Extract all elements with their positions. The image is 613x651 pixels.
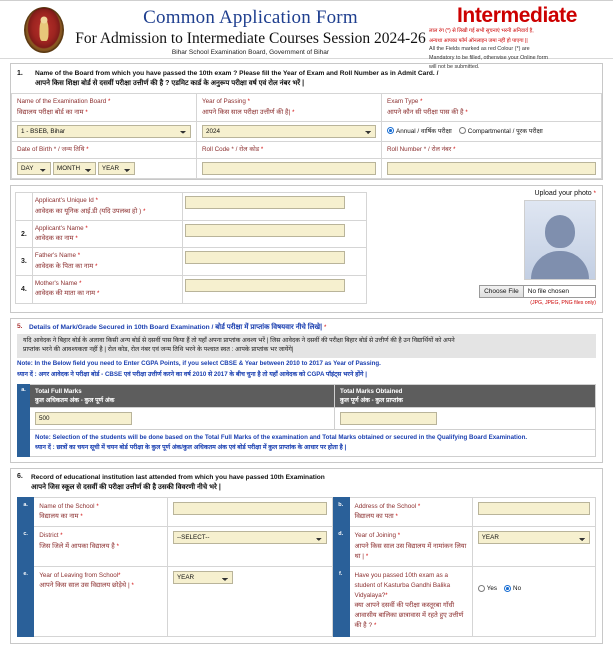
required-asterisk: * [77,253,81,260]
section-5-gray-note [17,334,596,358]
list-item [16,193,367,221]
examtype-label-en: Exam Type * [387,98,423,106]
examination-board-select[interactable] [17,125,191,138]
list-item [16,276,367,304]
kgbv-yes-radio[interactable] [478,585,485,592]
applicant-unique-id-label-en: Applicant's Unique Id * [34,197,98,205]
dob-selects-cell [12,159,197,179]
applicant-row-1-field [182,220,366,248]
required-asterisk: * [79,281,82,288]
dob-label-cell [12,141,197,158]
rollcode-label-cell [197,141,382,158]
exam-type-annual-label: Annual / वार्षिक परीक्षा [396,127,452,135]
school-name-label-cell [34,497,168,527]
marks-row-letter: a. [18,384,30,456]
applicant-row-2-label [32,248,182,276]
mandatory-note-hindi-1: लाल रंग (*) से लिखी गई सभी सूचनाएं भरनी अनिवार्य है, [429,28,534,34]
kgbv-no-label: No [513,585,522,593]
dob-day-select[interactable] [17,162,51,175]
total-full-marks-header-hi: कुल अधिकतम अंक - कुल पूर्ण अंक [35,397,115,405]
applicant-row-1-label [32,220,182,248]
district-field-cell [167,527,332,567]
applicant-row-0-field [182,193,366,221]
examtype-label-hi: आपने कौन सी परीक्षा पास की है * [387,108,468,116]
section-5-title-hi: बोर्ड परीक्षा में प्राप्तांक विषयवार नीचे लिखे| [215,324,323,332]
required-asterisk: * [85,225,88,232]
school-address-field-cell [472,497,595,527]
applicant-fields-cell [11,186,371,312]
section-1-question-hi: आपने किस शिक्षा बोर्ड से दसवीं परीक्षा उत्तीर्ण की है ? एडमिट कार्ड के अनुरूप परीक्षा वर्ष एवं रोल नंबर भरें | [35,79,305,87]
section-6-title-hi: आपने जिस स्कूल से दसवीं की परीक्षा उत्तीर्ण की है उसकी विवरणी नीचे भरे | [31,484,221,492]
required-asterisk: * [96,291,100,298]
required-asterisk: * [365,553,369,560]
applicant-rows [15,192,367,303]
choose-file-button[interactable]: Choose File [480,286,524,297]
year-of-joining-select[interactable] [478,531,590,544]
course-level-badge: Intermediate [456,4,578,27]
applicant-row-0-number [16,193,33,221]
board-label-en: Name of the Examination Board * [17,98,111,106]
school-address-label-hi: विद्यालय का पता * [354,512,398,520]
emblem-figure-head [41,16,48,23]
section-1-question-en: Name of the Board from which you have passed the 10th exam ? Please fill the Year of Exam and Roll Number as in Admit Card. / [35,70,439,77]
total-marks-obtained-header-hi: कुल पूर्ण अंक - कुल प्राप्तांक [340,397,403,405]
table-row [12,94,602,122]
required-asterisk: * [143,208,146,215]
page-authority: Bihar School Examination Board, Government of Bihar [171,49,330,57]
school-address-input[interactable] [478,502,590,515]
marks-footer-note-hi: ध्यान दें : छात्रों का चयन सूची में चयन बोर्ड परीक्षा के कुल पूर्ण अंक/कुल अधिकतम अंक एवं बोर्ड परीक्षा में कुल प्राप्तांक के आधार पर होता है | [35,444,347,452]
exam-type-compartmental-label: Compartmental / पूरक परीक्षा [467,127,543,135]
kgbv-no-radio[interactable] [504,585,511,592]
list-item [16,220,367,248]
required-asterisk: * [465,109,468,116]
dob-label: Date of Birth * / जन्म तिथि * [17,145,89,153]
section-1-fields-table [11,93,602,179]
section-1-number: 1. [17,70,23,77]
required-asterisk: * [86,146,89,153]
section-1-heading [11,64,602,93]
table-row [18,497,596,527]
school-address-label-cell [349,497,472,527]
mother-name-input[interactable] [185,279,345,292]
required-asterisk: * [420,99,423,106]
section-5-heading [11,319,602,334]
school-name-label-en: Name of the School * [39,502,99,510]
table-row [11,186,602,312]
school-row-c-letter: c. [18,527,34,567]
roll-code-input[interactable] [202,162,376,175]
table-row [18,408,596,430]
total-marks-obtained-header [335,384,596,408]
table-row [12,141,602,158]
applicant-name-label-en: Applicant's Name * [34,224,88,232]
marks-table [17,384,596,457]
applicant-row-2-number: 3. [16,248,33,276]
applicant-details-section [10,185,603,313]
required-asterisk: * [397,533,401,540]
required-asterisk: * [85,109,88,116]
bihar-board-emblem-icon [24,7,64,53]
mandatory-note-english-3: will not be submitted. [429,63,480,70]
marks-footer-note [30,430,596,457]
no-file-chosen-label: No file chosen [527,288,569,296]
year-joining-label-cell [349,527,472,567]
required-asterisk: * [453,146,456,153]
school-row-f-letter: f. [332,567,349,637]
required-asterisk: * [60,533,63,540]
required-asterisk: * [260,146,264,153]
school-row-b-letter: b. [332,497,349,527]
district-label-hi: जिस जिले में आपका विद्यालय है * [39,542,119,550]
total-marks-obtained-header-en: Total Marks Obtained [340,387,403,395]
mandatory-note-english-1: All the Fields marked as red Colour (*) are [429,46,530,53]
mandatory-note-hindi-2: अन्यथा आपका फॉर्म ऑनलाइन जमा नहीं हो पाएगा || [429,37,528,44]
page-subtitle: For Admission to Intermediate Courses Session 2024-26 [75,29,426,47]
applicant-unique-id-input[interactable] [185,196,345,209]
year-joining-field-cell [472,527,595,567]
applicant-row-2-field [182,248,366,276]
section-5-number: 5. [17,323,23,331]
section-1-board-details [10,63,603,180]
applicant-row-1-number: 2. [16,220,33,248]
required-asterisk: * [417,503,421,510]
section-5-gray-note-line2: प्राप्तांक भरने की आवश्यकता नहीं है | रोल कोड, रोल नंबर एवं जन्म तिथि भरने के पश्चात स्वत : आपके प्राप्तांक भर जायेंगे| [23,346,294,354]
roll-number-input[interactable] [387,162,596,175]
rollnumber-label-cell [382,141,602,158]
list-item [16,248,367,276]
school-record-table [17,497,596,637]
board-select-cell [12,121,197,141]
school-row-a-letter: a. [18,497,34,527]
year-joining-label-en: Year of Joining * [354,532,401,540]
avatar-head [545,215,575,248]
year-label-hi: आपने किस साल परीक्षा उत्तीर्ण की है| * [202,108,295,116]
kgbv-label-hi: क्या आपने दसवीं की परीक्षा कस्तूरबा गाँधी आवासीय बालिका छात्रावास में रहते हुए उत्तीर्ण की है ? * [354,601,464,630]
applicant-details-table [11,186,602,312]
table-row [18,527,596,567]
photo-file-input[interactable] [479,285,596,298]
required-asterisk: * [118,573,121,580]
section-5-marks-details [10,318,603,463]
examtype-label-cell [382,94,602,122]
school-row-e-letter: e. [18,567,34,637]
school-row-d-letter: d. [332,527,349,567]
table-row [12,159,602,179]
mandatory-note-english-2: Mandatory to be filled, otherwise your Online form [429,54,548,61]
year-leaving-label-cell [34,567,168,637]
required-asterisk: * [247,99,250,106]
section-5-cgpa-note-en: Note: In the Below field you need to Enter CGPA Points, if you select CBSE & Year between 2010 to 2017 as Year of Passing. [17,360,381,367]
required-asterisk: * [75,236,78,243]
district-label-en: District * [39,532,63,540]
photo-placeholder-avatar [524,200,596,280]
school-name-input[interactable] [173,502,327,515]
kgbv-label-en: Have you passed 10th exam as a student of Kasturba Gandhi Balika Vidyalaya?* [354,572,451,599]
board-label-cell [12,94,197,122]
required-asterisk: * [80,513,83,520]
applicant-row-3-field [182,276,366,304]
required-asterisk: * [395,513,398,520]
year-joining-label-hi: आपने किस साल उस विद्यालय में नामांकन लिया था | * [354,542,467,560]
emblem-wrap [16,5,72,53]
father-name-input[interactable] [185,251,345,264]
required-asterisk: * [373,623,377,630]
rollcode-input-cell [197,159,382,179]
applicant-unique-id-label-hi: आवेदक का यूनिक आई.डी (यदि उपलब्ध हो ) * [34,207,146,215]
total-marks-obtained-cell [335,408,596,430]
header-right-note [429,5,607,72]
section-6-school-record [10,468,603,643]
required-asterisk: * [95,198,98,205]
district-select[interactable] [173,531,327,544]
section-6-title-en: Record of educational institution last attended from which you have passed 10th Examination [31,474,325,482]
exam-type-annual-radio[interactable] [387,127,394,134]
required-asterisk: * [385,592,388,599]
rollnumber-label: Roll Number * / रोल नंबर * [387,145,456,153]
mother-name-label-hi: आवेदक की माता का नाम * [34,290,100,298]
required-asterisk: * [593,191,596,198]
form-body [0,59,613,651]
header-titles [72,5,429,56]
total-full-marks-header [30,384,335,408]
required-asterisk: * [131,583,134,590]
year-of-leaving-select[interactable] [173,571,233,584]
total-full-marks-input[interactable] [35,412,132,425]
file-type-note: (JPG, JPEG, PNG files only) [530,300,596,307]
year-leaving-label-hi: आपने किस साल उस विद्यालय छोड़ेथे | * [39,582,134,590]
table-row [18,567,596,637]
required-asterisk: * [324,325,327,332]
year-select-cell [197,121,382,141]
total-marks-obtained-input[interactable] [340,412,437,425]
section-5-title-en: Details of Mark/Grade Secured in 10th Board Examination / [29,324,214,332]
applicant-row-3-number: 4. [16,276,33,304]
page-title: Common Application Form [143,7,358,28]
year-of-passing-select[interactable] [202,125,376,138]
applicant-row-0-label [32,193,182,221]
father-name-label-en: Father's Name * [34,252,81,260]
exam-type-compartmental-radio[interactable] [459,127,466,134]
year-label-en: Year of Passing * [202,98,250,106]
mother-name-label-en: Mother's Name * [34,280,82,288]
photo-upload-cell [371,186,602,312]
avatar-shoulders [531,251,589,280]
required-asterisk: * [108,99,111,106]
school-name-label-hi: विद्यालय का नाम * [39,512,83,520]
required-asterisk: * [96,503,99,510]
dob-month-select[interactable] [53,162,96,175]
kgbv-field-cell [472,567,595,637]
section-5-cgpa-note-hi: ध्यान दें : अगर आवेदक ने परीक्षा बोर्ड - CBSE एवं परीक्षा उत्तीर्ण करने का वर्ष 2010 से 2017 के बीच चुना है तो यहाँ आवेदक को CGPA पॉइंट्स भरने होंगे | [17,370,367,378]
applicant-name-label-hi: आवेदक का नाम * [34,235,78,243]
photo-upload-title: Upload your photo * [534,190,596,198]
year-leaving-field-cell [167,567,332,637]
total-full-marks-header-en: Total Full Marks [35,387,82,395]
marks-footer-note-en: Note: Selection of the students will be done based on the Total Full Marks of the examination and Total Marks obtained or secured in the Qualifying Board Examination. [35,434,528,442]
rollcode-label: Roll Code * / रोल कोड * [202,145,264,153]
school-name-field-cell [167,497,332,527]
required-asterisk: * [292,109,295,116]
father-name-label-hi: आवेदक के पिता का नाम * [34,262,98,270]
dob-year-select[interactable] [98,162,135,175]
section-5-gray-note-line1: यदि आवेदक ने बिहार बोर्ड के अलावा किसी अन्य बोर्ड से दसवीं पास किया हैं तो यहाँ अपना प्राप्तांक अवश्य भरें | जिस आवेदक ने दसवीं की परीक्षा बिहार बोर्ड से उत्तीर्ण की है उन विद्यार्थियों को अपने [23,336,455,344]
required-asterisk: * [116,543,119,550]
examtype-radio-cell [382,121,602,141]
table-row [18,384,596,408]
table-row [18,430,596,457]
section-6-number: 6. [17,473,23,481]
year-leaving-label-en: Year of Leaving from School* [39,572,121,580]
kgbv-label-cell [349,567,472,637]
form-header [0,1,613,70]
required-asterisk: * [95,263,98,270]
applicant-row-3-label [32,276,182,304]
total-full-marks-cell [30,408,335,430]
applicant-name-input[interactable] [185,224,345,237]
district-label-cell [34,527,168,567]
school-address-label-en: Address of the School * [354,502,421,510]
board-label-hi: विद्यालय परीक्षा बोर्ड का नाम * [17,108,88,116]
year-label-cell [197,94,382,122]
section-6-heading [11,469,602,493]
rollnumber-input-cell [382,159,602,179]
kgbv-yes-label: Yes [486,585,498,593]
table-row [12,121,602,141]
